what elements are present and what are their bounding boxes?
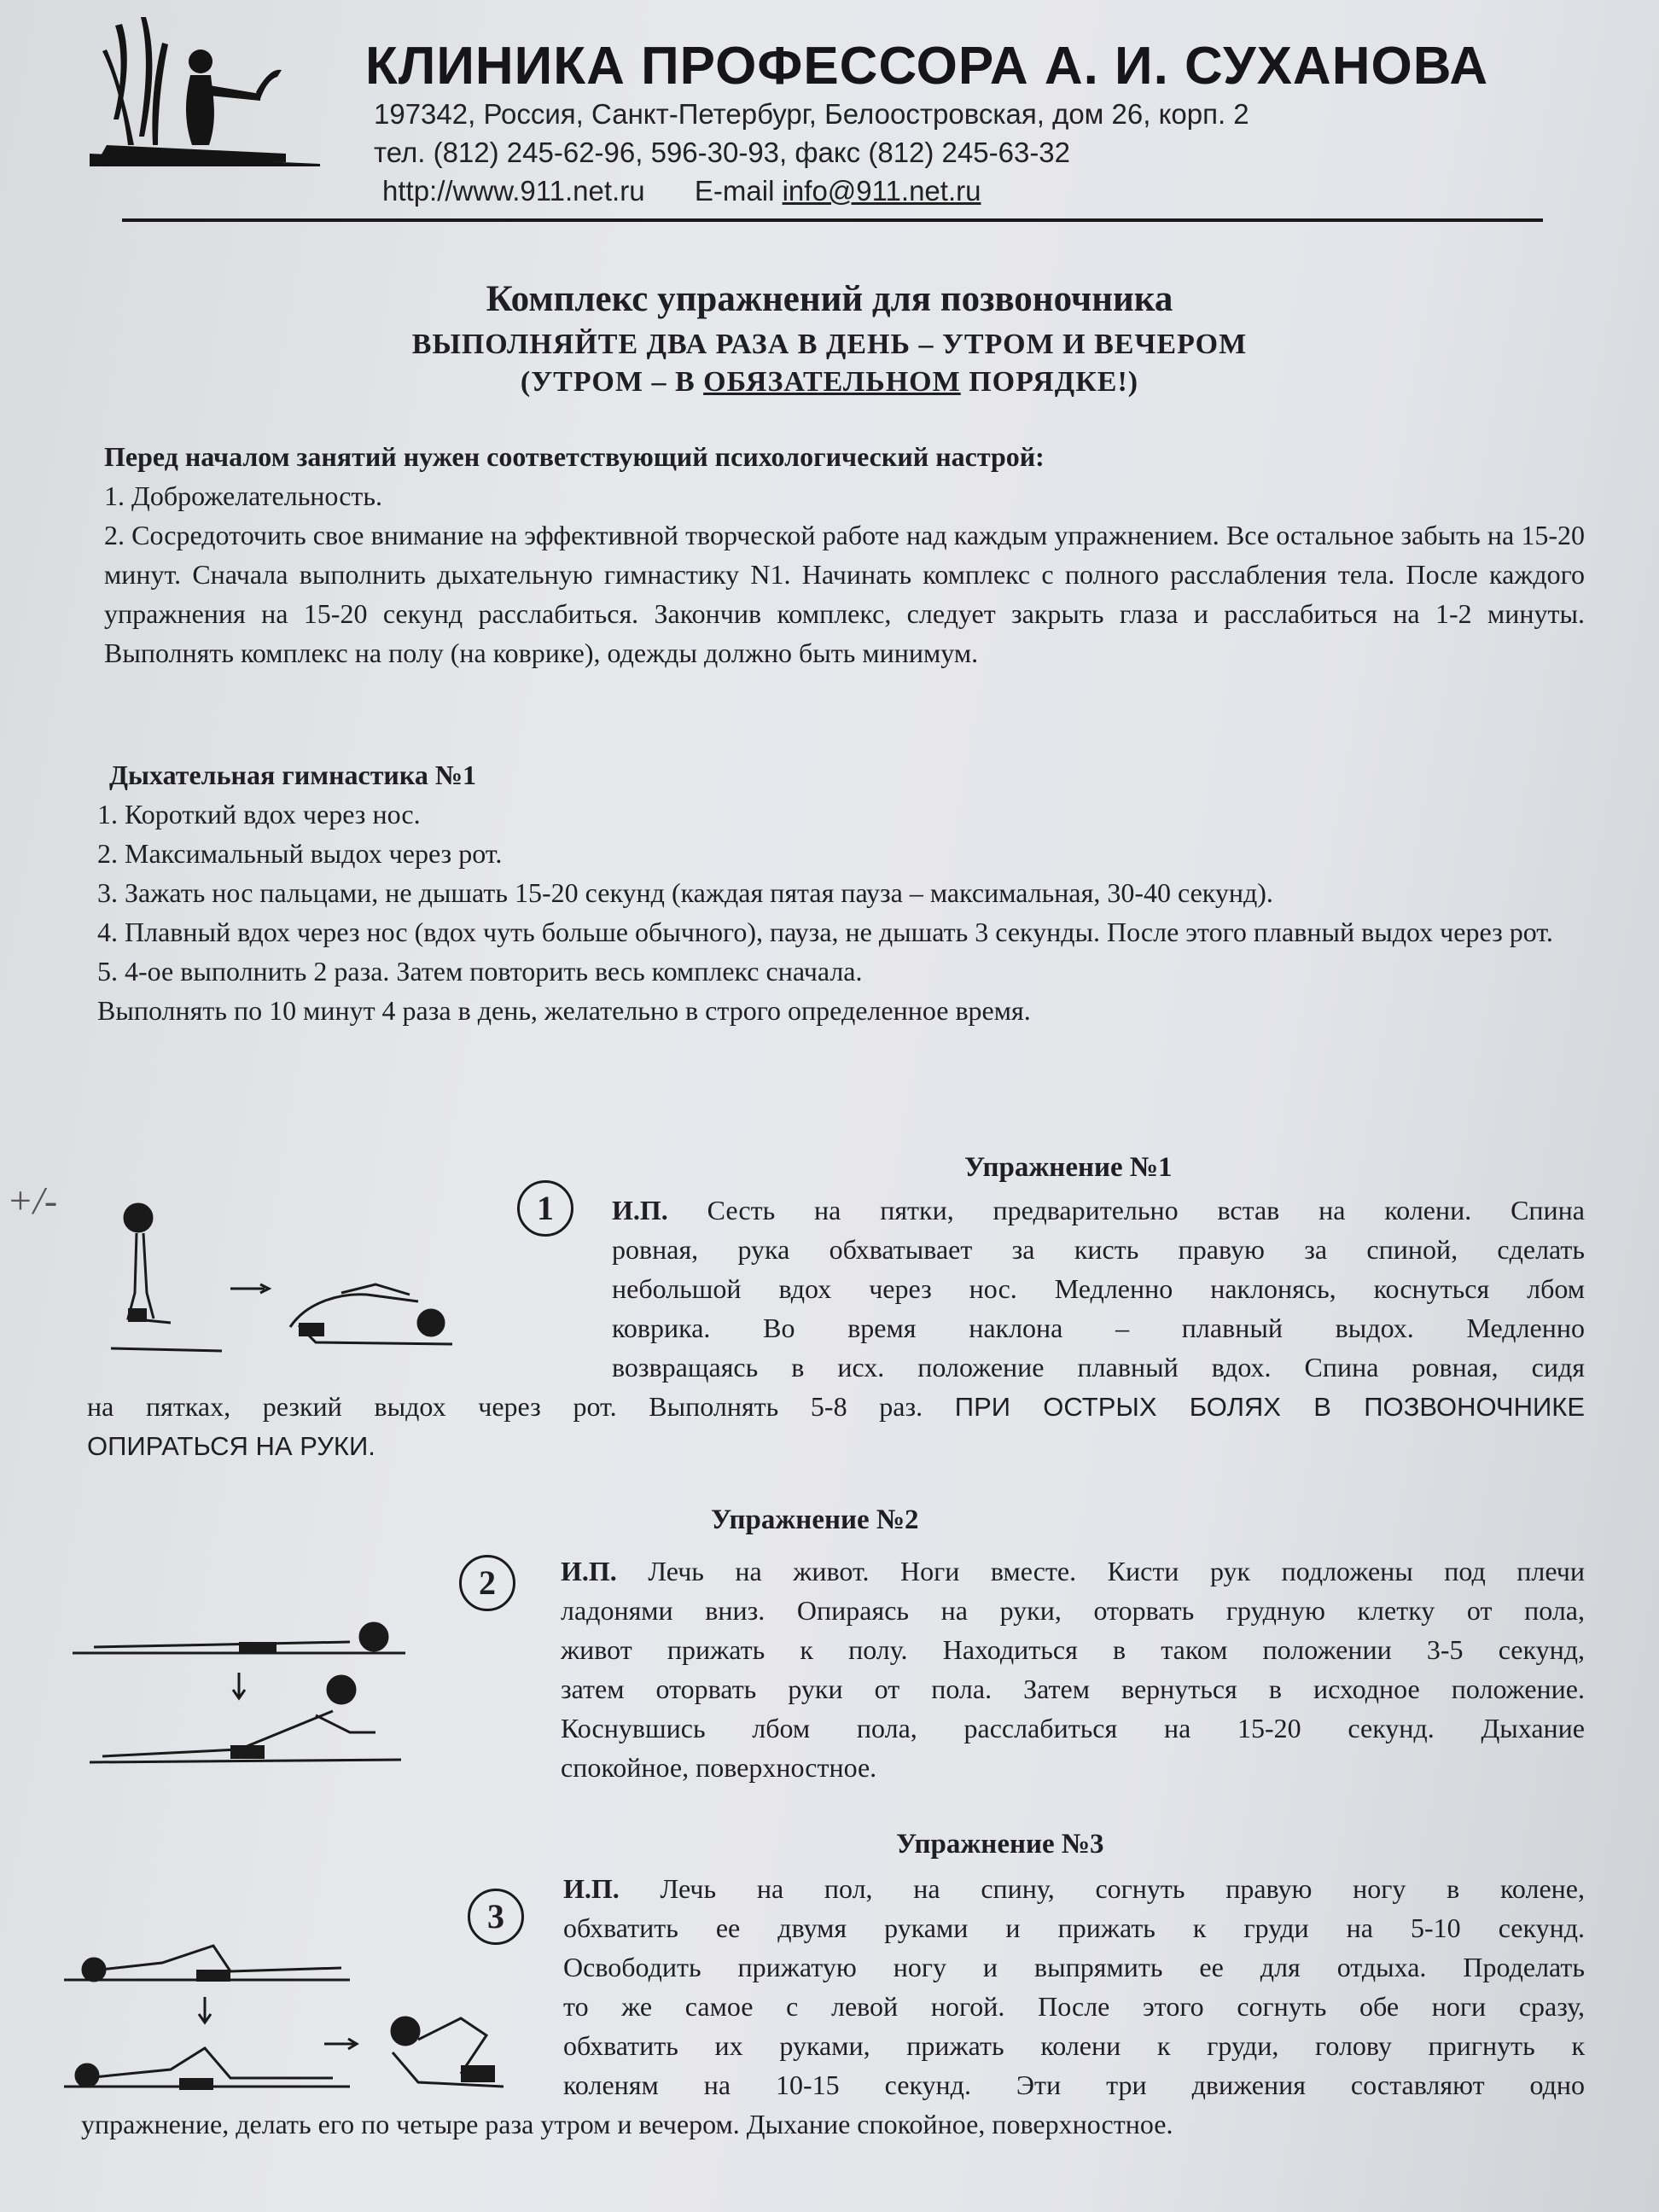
clinic-logo — [90, 17, 320, 166]
exercise-3-text: И.П. Лечь на пол, на спину, согнуть правую ногу в колене, обхватить ее двумя руками и прижать к груди на 5-10 секунд. Освободить прижатую ногу и выпрямить ее для отдыха. Проделать то же самое с левой ногой. После этого согнуть обе ноги сразу, обхватить их руками, прижать колени к груди, голову пригнуть к коленям на 10-15 секунд. Эти три движения составляют одно — [563, 1873, 1586, 2100]
breathing-item: 2. Максимальный выдох через рот. — [97, 838, 503, 869]
exercise-3-illustration — [60, 1912, 521, 2099]
email-link[interactable]: info@911.net.ru — [782, 175, 981, 207]
exercise-1-tail: на пятках, резкий выдох через рот. Выполнять 5-8 раз. ПРИ ОСТРЫХ БОЛЯХ В ПОЗВОНОЧНИКЕ ОПИРАТЬСЯ НА РУКИ. — [87, 1387, 1585, 1466]
intro-item-1: 1. Доброжелательность. — [104, 480, 382, 511]
document-subtitle-2: (УТРОМ – В ОБЯЗАТЕЛЬНОМ ПОРЯДКЕ!) — [520, 366, 1139, 398]
emphasis-mandatory: ОБЯЗАТЕЛЬНОМ — [703, 366, 961, 398]
intro-item-2: 2. Сосредоточить свое внимание на эффективной творческой работе над каждым упражнением. Все остальное забыть на 15-20 минут. Сначала выполнить дыхательную гимнастику N1. Начинать комплекс с полного расслабления тела. После каждого упражнения на 15-20 секунд расслабиться. Закончив комплекс, следует закрыть глаза и расслабиться на 1-2 минуты. Выполнять комплекс на полу (на коврике), одежды должно быть минимум. — [104, 520, 1585, 668]
exercise-2-title: Упражнение №2 — [711, 1505, 919, 1535]
exercise-3-tail: упражнение, делать его по четыре раза утром и вечером. Дыхание спокойное, поверхностное. — [81, 2109, 1173, 2139]
handwritten-margin-mark: +/- — [7, 1179, 58, 1222]
clinic-name: КЛИНИКА ПРОФЕССОРА А. И. СУХАНОВА — [365, 37, 1489, 96]
exercise-1-lead: И.П. — [612, 1195, 668, 1225]
intro-section — [104, 437, 1585, 672]
exercise-1-warning-2: ОПИРАТЬСЯ НА РУКИ. — [87, 1431, 375, 1461]
breathing-item: 3. Зажать нос пальцами, не дышать 15-20 секунд (каждая пятая пауза – максимальная, 30-40 секунд). — [97, 877, 1273, 908]
exercise-2-text: И.П. Лечь на живот. Ноги вместе. Кисти рук подложены под плечи ладонями вниз. Опираясь на руки, оторвать грудную клетку от пола, живот прижать к полу. Находиться в таком положении 3-5 секунд, затем оторвать руки от пола. Затем вернуться в исходное положение. Коснувшись лбом пола, расслабиться на 15-20 секунд. Дыхание спокойное, поверхностное. — [561, 1556, 1586, 1783]
exercise-3-title: Упражнение №3 — [896, 1829, 1104, 1860]
exercise-3-lead: И.П. — [563, 1873, 620, 1904]
website-link[interactable]: http://www.911.net.ru — [382, 175, 645, 207]
exercise-2-illustration — [68, 1604, 410, 1775]
exercise-1-number: 1 — [517, 1180, 573, 1237]
exercise-1-title: Упражнение №1 — [964, 1152, 1173, 1183]
intro-heading: Перед началом занятий нужен соответствующий психологический настрой: — [104, 441, 1045, 472]
header-divider — [122, 218, 1543, 222]
clinic-contacts — [382, 175, 1492, 207]
document-subtitle: ВЫПОЛНЯЙТЕ ДВА РАЗА В ДЕНЬ – УТРОМ И ВЕЧЕРОМ — [411, 329, 1248, 360]
email-label: E-mail — [694, 175, 775, 207]
exercise-1-text: И.П. Сесть на пятки, предварительно встав на колени. Спина ровная, рука обхватывает за кисть правую за спиной, сделать небольшой вдох через нос. Медленно наклонясь, коснуться лбом коврика. Во время наклона – плавный выдох. Медленно возвращаясь в исх. положение плавный вдох. Спина ровная, сидя — [612, 1195, 1586, 1382]
exercise-1-illustration — [94, 1199, 478, 1361]
breathing-note: Выполнять по 10 минут 4 раза в день, желательно в строго определенное время. — [97, 995, 1031, 1026]
breathing-heading: Дыхательная гимнастика №1 — [109, 760, 476, 790]
exercise-2-number: 2 — [459, 1555, 515, 1611]
exercise-1-warning: ПРИ ОСТРЫХ БОЛЯХ В ПОЗВОНОЧНИКЕ — [954, 1392, 1585, 1422]
exercise-3-number: 3 — [468, 1889, 524, 1945]
breathing-item: 5. 4-ое выполнить 2 раза. Затем повторить весь комплекс сначала. — [97, 956, 863, 987]
document-title: Комплекс упражнений для позвоночника — [486, 279, 1173, 319]
breathing-item: 4. Плавный вдох через нос (вдох чуть больше обычного), пауза, не дышать 3 секунды. После этого плавный выдох через рот. — [97, 917, 1553, 947]
exercise-2-lead: И.П. — [561, 1556, 617, 1586]
clinic-address: 197342, Россия, Санкт-Петербург, Белоостровская, дом 26, корп. 2 — [374, 98, 1249, 130]
breathing-item: 1. Короткий вдох через нос. — [97, 799, 421, 830]
breathing-section — [97, 755, 1585, 1030]
clinic-phones: тел. (812) 245-62-96, 596-30-93, факс (812) 245-63-32 — [374, 137, 1071, 168]
